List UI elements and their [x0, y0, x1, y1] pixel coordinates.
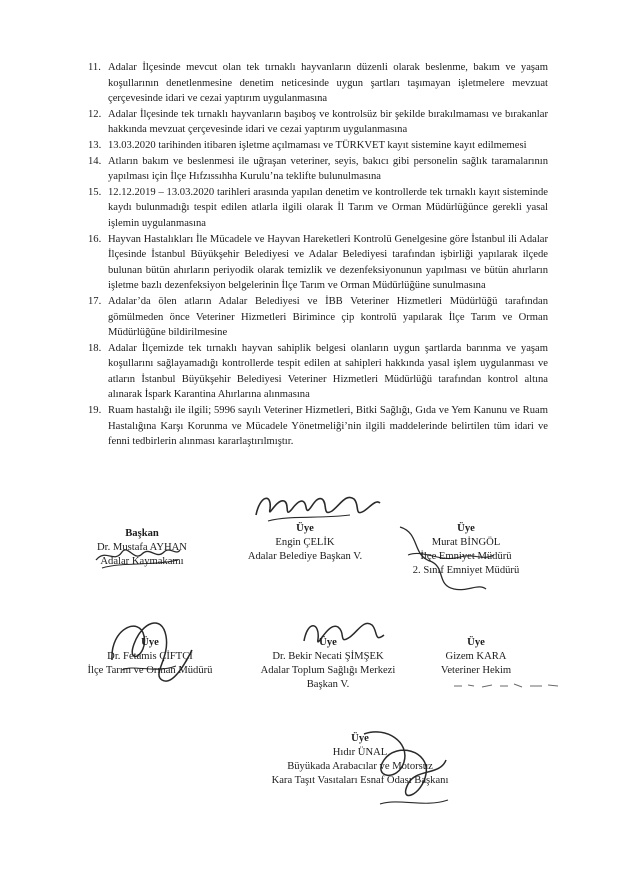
item-number: 19.	[88, 405, 102, 417]
signature-role: Üye	[467, 637, 485, 648]
signature-title: Başkan V.	[306, 679, 350, 690]
decision-item	[82, 138, 548, 154]
item-text: Adalar İlçesinde tek tırnaklı hayvanların başıboş ve kontrolsüz bir şekilde bırakılmaması ve bırakanlar hakkında mevzuat çerçevesinde idari ve cezai yaptırım uygulanmasına	[108, 108, 548, 136]
item-number: 13.	[88, 139, 102, 151]
item-text: Adalar İlçemizde tek tırnaklı hayvan sahiplik belgesi olanların uygun şartlarda barınma ve yaşam koşullarını sağlayamadığı kontrollerde tespit edilen at sahipleri hakkında yasal işlem uygulanması ve atların İstanbul Büyükşehir Belediyesi Veteriner Hizmetleri Müdürlüğü tarafından kontrol altına alınarak İspark Karantina Ahırlarına alınmasına	[108, 342, 548, 401]
item-text: Ruam hastalığı ile ilgili; 5996 sayılı Veteriner Hizmetleri, Bitki Sağlığı, Gıda ve Yem Kanunu ve Ruam Hastalığına Karşı Korunma ve Mücadele Yönetmeliği’nin ilgili maddelerinde belirtilen tüm idari ve fenni tedbirlerin alınması kararlaştırılmıştır.	[108, 405, 548, 448]
decision-item	[82, 107, 548, 138]
signature-name: Dr. Fetamis ÇİFTÇİ	[107, 651, 193, 662]
signature-role: Üye	[296, 523, 314, 534]
item-number: 14.	[88, 155, 102, 167]
signature-name: Murat BİNGÖL	[431, 537, 501, 548]
signature-role: Üye	[457, 523, 475, 534]
signature-kara	[430, 636, 522, 678]
signature-title: İlçe Tarım ve Orman Müdürü	[87, 665, 213, 676]
signature-role: Başkan	[125, 528, 159, 539]
signature-title: Veteriner Hekim	[440, 665, 512, 676]
signature-ciftci	[68, 636, 232, 678]
decision-item	[82, 403, 548, 450]
signature-role: Üye	[351, 733, 369, 744]
decision-item	[82, 154, 548, 185]
decision-item	[82, 294, 548, 341]
signature-role: Üye	[319, 637, 337, 648]
signature-name: Dr. Mustafa AYHAN	[97, 542, 187, 553]
signature-title: İlçe Emniyet Müdürü	[420, 551, 512, 562]
item-text: Adalar’da ölen atların Adalar Belediyesi ve İBB Veteriner Hizmetleri Müdürlüğü tarafından gömülmeden önce Veteriner Hizmetleri Birimince çip kontrolü yapılarak İlçe Tarım ve Orman Müdürlüğüne bildirilmesine	[108, 295, 548, 339]
signature-name: Hıdır ÜNAL	[332, 747, 388, 758]
signature-title: Kara Taşıt Vasıtaları Esnaf Odası Başkanı	[271, 775, 449, 786]
signature-title: Adalar Belediye Başkan V.	[247, 551, 363, 562]
signature-name: Dr. Bekir Necati ŞİMŞEK	[272, 651, 384, 662]
item-text: Hayvan Hastalıkları İle Mücadele ve Hayvan Hareketleri Kontrolü Genelgesine göre İstanbul ili Adalar İlçesinde İstanbul Büyükşehir Belediyesi ve Adalar Belediyesi tarafından işbirliği yapılarak ilçede bulunan bütün ahırların periyodik olarak temizlik ve dezenfeksiyonunun yapılması ve bütün ahırların işletme bazlı dezenfeksiyon belgelerinin İlçe Tarım ve Orman Müdürlüğüne sunulmasına	[108, 233, 548, 292]
item-number: 17.	[88, 295, 102, 307]
signature-simsek	[238, 636, 418, 692]
decision-item	[82, 60, 548, 107]
signature-role: Üye	[141, 637, 159, 648]
item-number: 15.	[88, 186, 102, 198]
signature-title: 2. Sınıf Emniyet Müdürü	[412, 565, 520, 576]
signature-unal	[250, 732, 470, 788]
item-number: 18.	[88, 342, 102, 354]
signature-title: Adalar Toplum Sağlığı Merkezi	[260, 665, 396, 676]
item-text: 12.12.2019 – 13.03.2020 tarihleri arasında yapılan denetim ve kontrollerde tek tırnaklı kayıt sisteminde kaydı bulunmadığı tespit edilen atlarla ilgili olarak İl Tarım ve Orman Müdürlüğünce gerekli yasal işlemin uygulanmasına	[108, 186, 548, 229]
item-text: Adalar İlçesinde mevcut olan tek tırnaklı hayvanların düzenli olarak beslenme, bakım ve yaşam koşullarının denetlenmesine denetim neticesinde uygun şartları taşımayan işletmelere mevzuat çerçevesinde idari ve cezai yaptırım uygulanmasına	[108, 62, 548, 105]
decision-item	[82, 185, 548, 232]
signature-bingol	[380, 522, 552, 578]
item-text: 13.03.2020 tarihinden itibaren işletme açılmaması ve TÜRKVET kayıt sistemine kayıt edilmemesi	[108, 139, 527, 151]
signature-title: Adalar Kaymakamı	[100, 556, 184, 567]
decision-list	[82, 60, 548, 450]
signature-marks-kara	[452, 678, 562, 694]
signature-celik	[220, 522, 390, 564]
item-text: Atların bakım ve beslenmesi ile uğraşan veteriner, seyis, bakıcı gibi personelin sağlık taramalarının yapılması için İlçe Hıfzıssıhha Kurulu’na teklifte bulunulmasına	[108, 155, 548, 183]
signature-baskan	[80, 527, 204, 569]
item-number: 16.	[88, 233, 102, 245]
signature-name: Gizem KARA	[445, 651, 507, 662]
item-number: 11.	[88, 62, 101, 73]
signature-name: Engin ÇELİK	[275, 537, 335, 548]
decision-item	[82, 341, 548, 403]
signature-title: Büyükada Arabacılar ve Motorsuz	[287, 761, 433, 772]
decision-item	[82, 232, 548, 294]
item-number: 12.	[88, 108, 102, 120]
